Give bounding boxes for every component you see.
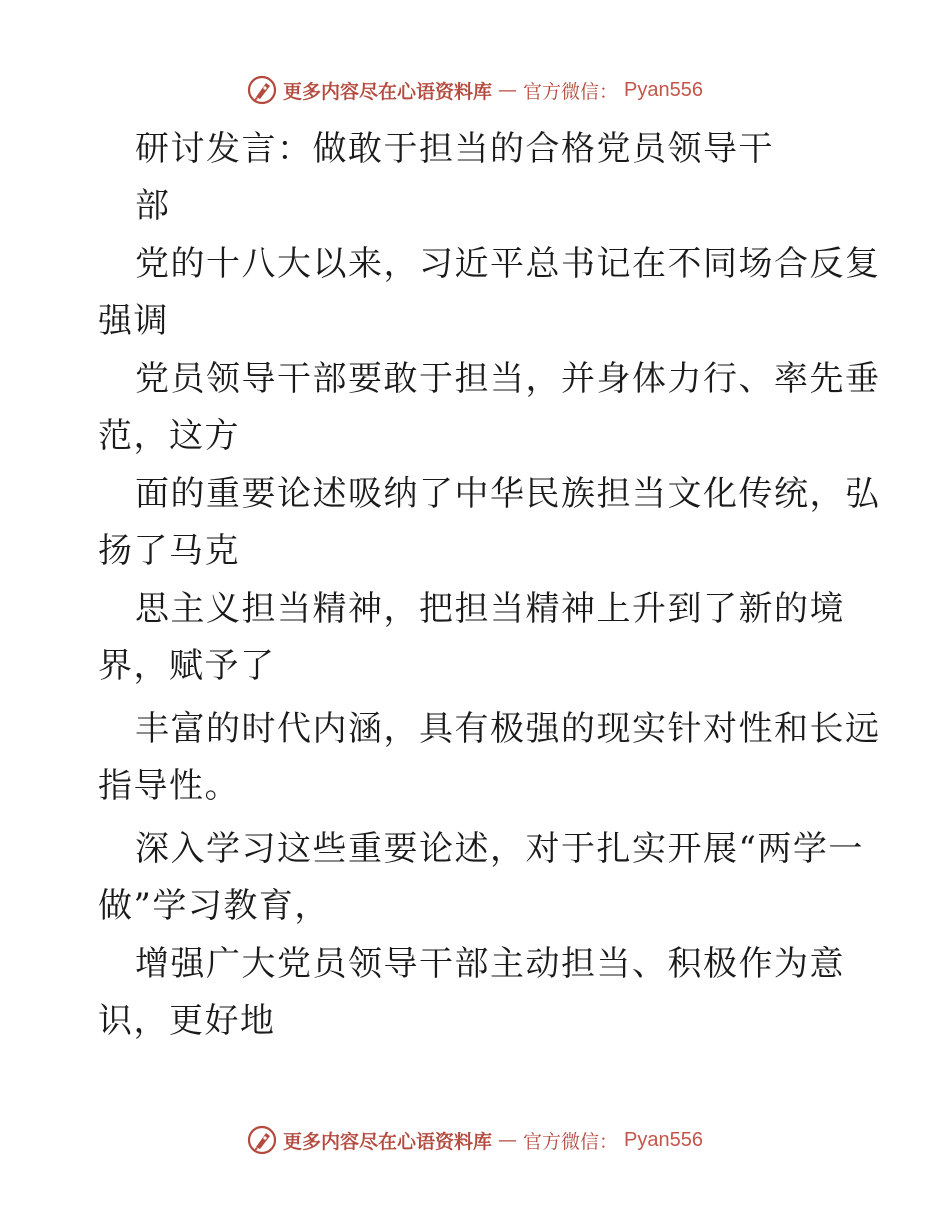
paragraph-line: 丰富的时代内涵，具有极强的现实针对性和长远	[135, 709, 881, 749]
paragraph-line: 指导性。	[98, 766, 240, 806]
watermark-wechat-label: 官方微信：	[523, 80, 619, 103]
watermark-wechat-id: Pyan556	[624, 1128, 703, 1151]
paragraph-line: 扬了马克	[98, 531, 240, 571]
document-title-line-2: 部	[135, 186, 171, 226]
footer-watermark	[0, 1120, 950, 1160]
paragraph-line: 做”学习教育，	[98, 886, 330, 926]
paragraph-line: 强调	[98, 301, 169, 341]
paragraph-line: 深入学习这些重要论述，对于扎实开展“两学一	[135, 829, 864, 869]
pen-nib-logo-icon	[247, 75, 277, 105]
pen-nib-logo-icon	[247, 1125, 277, 1155]
paragraph-line: 面的重要论述吸纳了中华民族担当文化传统，弘	[135, 474, 881, 514]
header-watermark	[0, 70, 950, 110]
paragraph-line: 范，这方	[98, 416, 240, 456]
watermark-wechat-id: Pyan556	[624, 78, 703, 101]
watermark-site-text: 更多内容尽在心语资料库	[283, 1130, 493, 1153]
paragraph-line: 增强广大党员领导干部主动担当、积极作为意	[135, 944, 845, 984]
watermark-wechat-label: 官方微信：	[523, 1130, 619, 1153]
paragraph-line: 思主义担当精神，把担当精神上升到了新的境	[135, 589, 845, 629]
watermark-separator: —	[498, 1129, 518, 1151]
watermark-separator: —	[498, 79, 518, 101]
document-title-line-1: 研讨发言：做敢于担当的合格党员领导干	[135, 129, 774, 169]
paragraph-line: 党的十八大以来，习近平总书记在不同场合反复	[135, 244, 881, 284]
paragraph-line: 党员领导干部要敢于担当，并身体力行、率先垂	[135, 359, 881, 399]
paragraph-line: 界，赋予了	[98, 646, 276, 686]
watermark-site-text: 更多内容尽在心语资料库	[283, 80, 493, 103]
paragraph-line: 识，更好地	[98, 1001, 276, 1041]
